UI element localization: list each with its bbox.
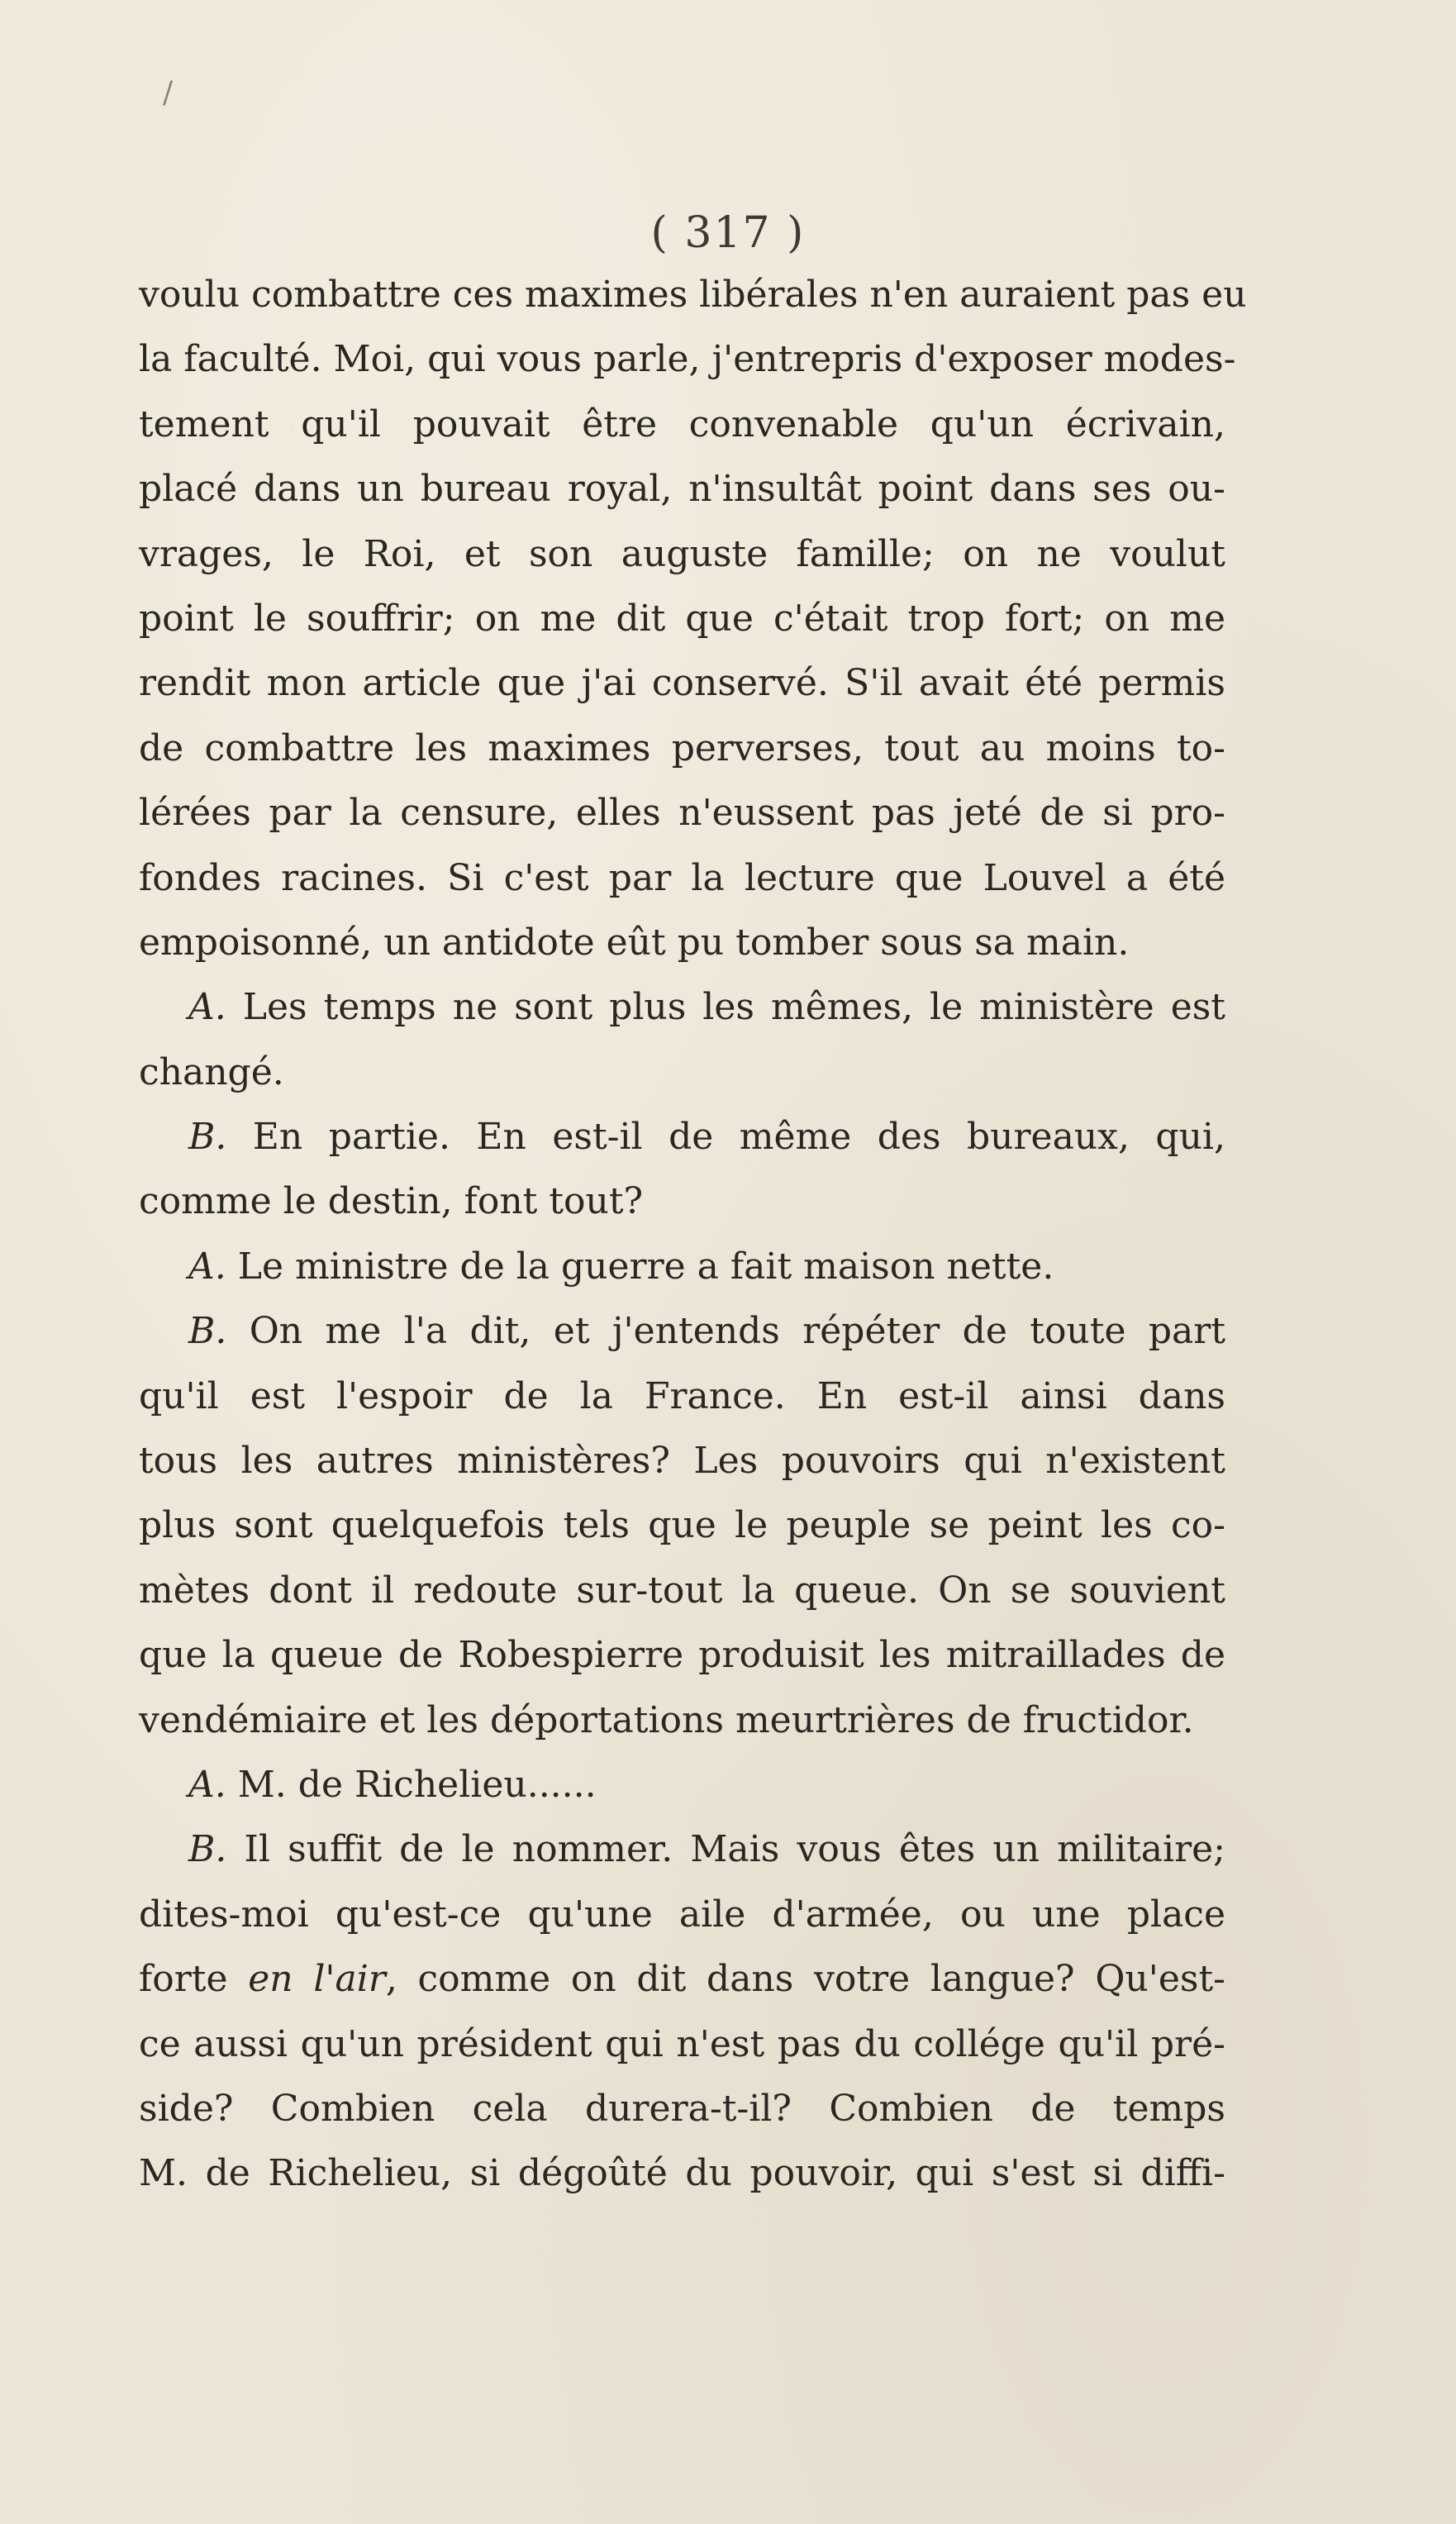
text-run: comme le destin, font tout? [139, 1180, 644, 1223]
speaker-label: A. [188, 986, 226, 1029]
text-run: dites-moi qu'est-ce qu'une aile d'armée, ou une place [139, 1893, 1225, 1936]
text-line [139, 522, 1225, 587]
stray-mark: / [163, 76, 174, 110]
text-line [139, 2077, 1225, 2141]
text-run: Le ministre de la guerre a fait maison nette. [226, 1245, 1054, 1288]
speaker-label: B. [188, 1310, 227, 1353]
text-run: mètes dont il redoute sur-tout la queue. On se souvient [139, 1569, 1225, 1612]
text-run: , comme on dit dans votre langue? Qu'est- [385, 1958, 1226, 2001]
text-run: point le souffrir; on me dit que c'était trop fort; on me [139, 597, 1225, 640]
text-line [139, 1623, 1225, 1688]
text-line [139, 781, 1225, 845]
text-run: tement qu'il pouvait être convenable qu'un écrivain, [139, 402, 1225, 445]
speaker-label: B. [188, 1828, 227, 1871]
text-line [139, 717, 1225, 781]
text-line [139, 263, 1247, 327]
text-line [139, 2012, 1225, 2077]
text-run: plus sont quelquefois tels que le peuple se peint les co- [139, 1504, 1225, 1547]
text-line [139, 1299, 1225, 1364]
text-line [139, 1559, 1225, 1623]
text-run: fondes racines. Si c'est par la lecture que Louvel a été [139, 856, 1225, 899]
text-run: Il suffit de le nommer. Mais vous êtes un militaire; [226, 1828, 1225, 1871]
text-line [139, 1688, 1225, 1753]
italic-phrase: en l'air [248, 1958, 386, 2001]
text-run: En partie. En est-il de même des bureaux, qui, [226, 1116, 1225, 1159]
text-run: voulu combattre ces maximes libérales n'en auraient pas eu [139, 274, 1247, 316]
text-line [139, 393, 1225, 457]
text-run: qu'il est l'espoir de la France. En est-il ainsi dans [139, 1374, 1225, 1417]
text-line [139, 846, 1225, 911]
text-run: side? Combien cela durera-t-il? Combien de temps [139, 2087, 1225, 2130]
text-line [139, 1169, 1225, 1234]
text-line [139, 975, 1225, 1040]
text-line [139, 1817, 1225, 1882]
page-number: ( 317 ) [650, 208, 806, 258]
text-line [139, 457, 1225, 521]
text-run: placé dans un bureau royal, n'insultât point dans ses ou- [139, 468, 1225, 511]
body-text [139, 263, 1247, 2207]
text-line [139, 1364, 1225, 1429]
text-line [139, 1105, 1225, 1169]
text-run: tous les autres ministères? Les pouvoirs qui n'existent [139, 1440, 1225, 1483]
text-line [139, 651, 1225, 716]
text-run: lérées par la censure, elles n'eussent pas jeté de si pro- [139, 792, 1225, 835]
text-run: forte [139, 1958, 249, 2001]
text-run: vrages, le Roi, et son auguste famille; on ne voulut [139, 532, 1225, 575]
text-run: vendémiaire et les déportations meurtrières de fructidor. [139, 1698, 1194, 1741]
speaker-label: B. [188, 1116, 227, 1159]
text-run: ce aussi qu'un président qui n'est pas du collége qu'il pré- [139, 2022, 1225, 2065]
text-run: changé. [139, 1050, 284, 1093]
text-line [139, 1753, 1225, 1817]
text-line [139, 587, 1225, 651]
text-run: M. de Richelieu...... [226, 1763, 597, 1806]
text-run: rendit mon article que j'ai conservé. S'il avait été permis [139, 662, 1225, 705]
text-line [139, 1041, 1225, 1105]
text-line [139, 1493, 1225, 1558]
text-line [139, 1883, 1225, 1947]
text-run: M. de Richelieu, si dégoûté du pouvoir, qui s'est si diffi- [139, 2152, 1225, 2195]
text-run: la faculté. Moi, qui vous parle, j'entrepris d'exposer modes- [139, 338, 1236, 381]
text-run: que la queue de Robespierre produisit les mitraillades de [139, 1634, 1225, 1677]
text-line [139, 327, 1236, 392]
text-line [139, 2141, 1225, 2206]
text-run: Les temps ne sont plus les mêmes, le ministère est [226, 986, 1225, 1029]
speaker-label: A. [188, 1763, 226, 1806]
text-line [139, 1947, 1225, 2012]
text-line [139, 1235, 1225, 1299]
text-line [139, 911, 1225, 975]
text-run: empoisonné, un antidote eût pu tomber sous sa main. [139, 921, 1130, 964]
text-line [139, 1429, 1225, 1493]
speaker-label: A. [188, 1245, 226, 1288]
text-run: On me l'a dit, et j'entends répéter de toute part [226, 1310, 1225, 1353]
text-run: de combattre les maximes perverses, tout au moins to- [139, 726, 1225, 769]
